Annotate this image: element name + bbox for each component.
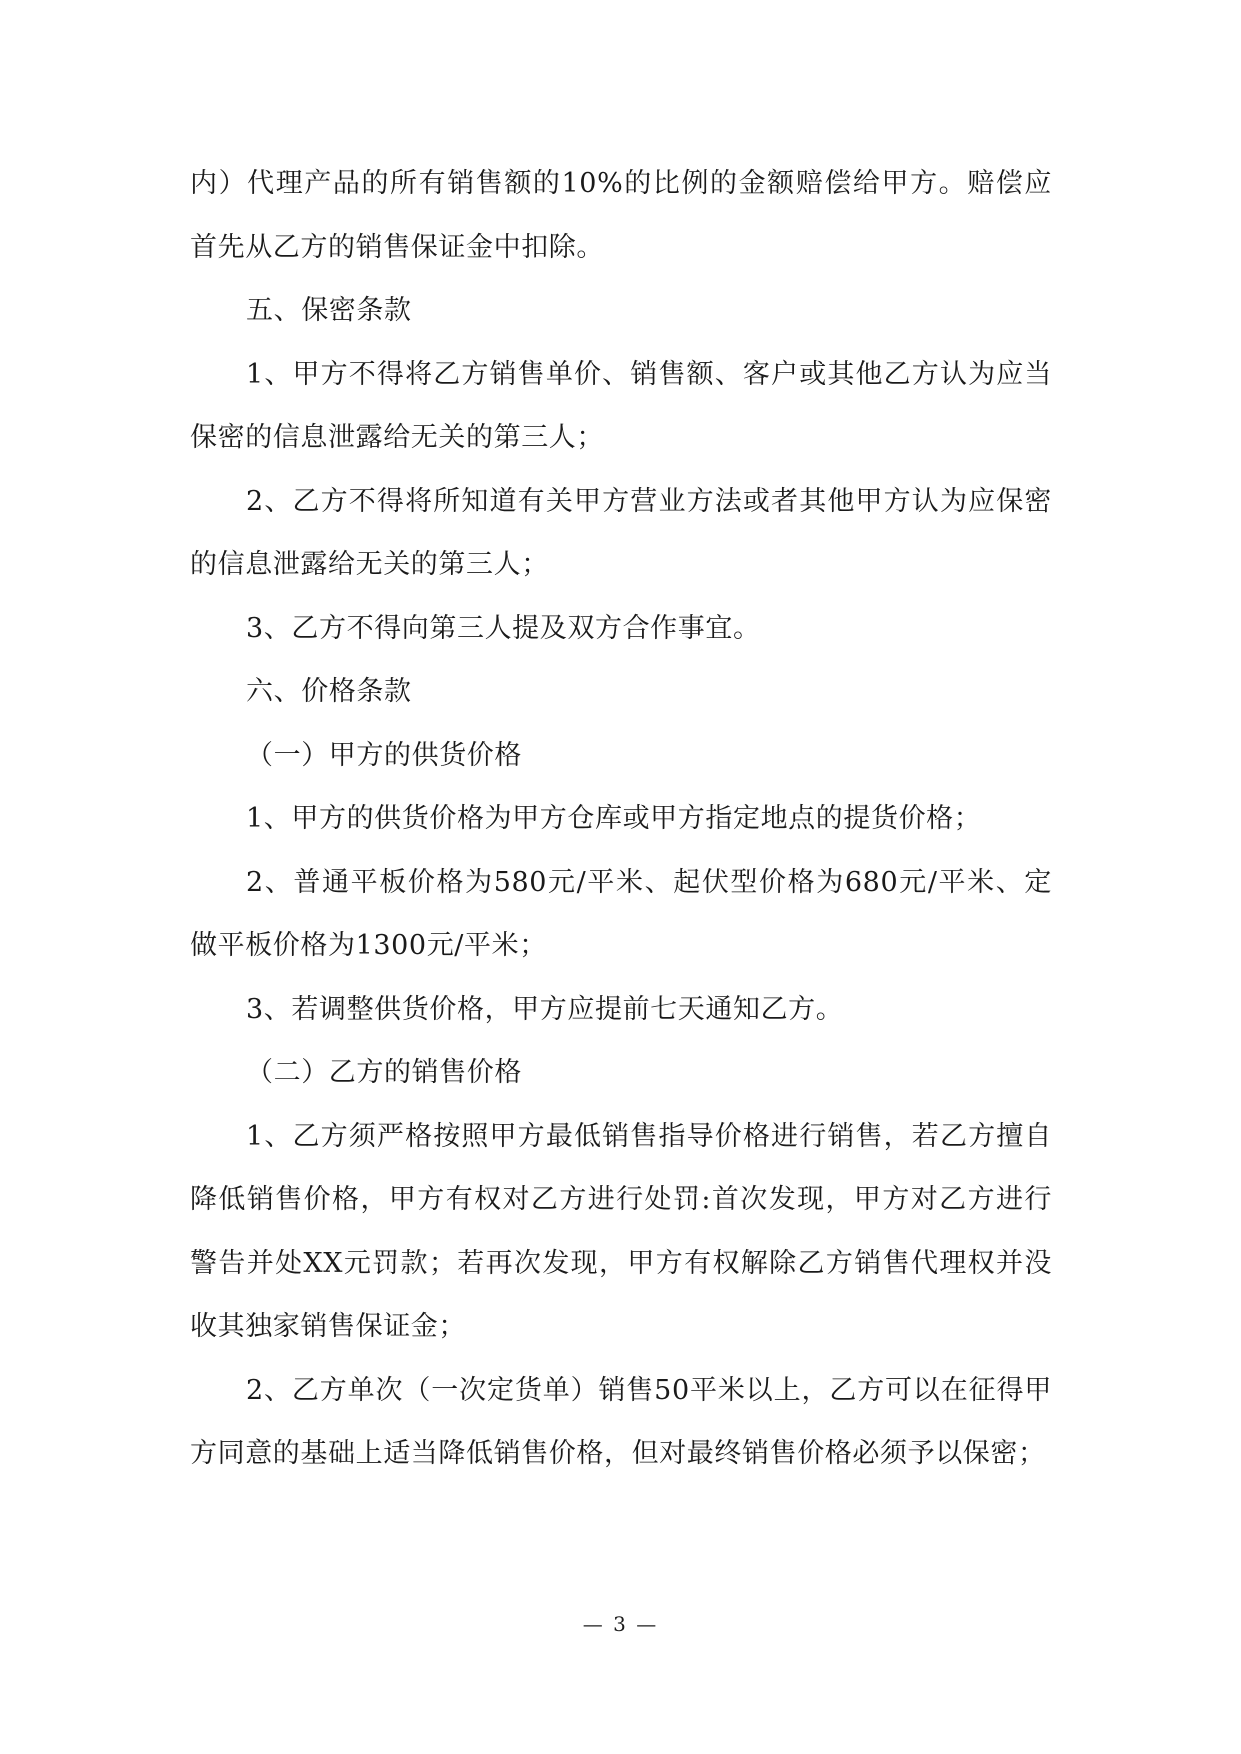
supply-price-clause-2: 2、普通平板价格为580元/平米、起伏型价格为680元/平米、定做平板价格为1300元/平米； [190,866,1052,961]
page-number: — 3 — [582,1612,659,1636]
subsection-heading-sales-price: （二）乙方的销售价格 [246,1057,522,1088]
paragraph-continuation: 内）代理产品的所有销售额的10%的比例的金额赔偿给甲方。赔偿应首先从乙方的销售保证金中扣除。 [190,168,1052,263]
document-body [190,152,1052,1486]
section-heading-confidentiality: 五、保密条款 [246,295,412,326]
sales-price-clause-1: 1、乙方须严格按照甲方最低销售指导价格进行销售，若乙方擅自降低销售价格，甲方有权对乙方进行处罚:首次发现，甲方对乙方进行警告并处XX元罚款；若再次发现，甲方有权解除乙方销售代理权并没收其独家销售保证金； [190,1120,1052,1342]
confidentiality-clause-3: 3、乙方不得向第三人提及双方合作事宜。 [246,612,761,644]
section-heading-pricing: 六、价格条款 [246,676,412,707]
supply-price-clause-3: 3、若调整供货价格，甲方应提前七天通知乙方。 [246,993,844,1025]
confidentiality-clause-2: 2、乙方不得将所知道有关甲方营业方法或者其他甲方认为应保密的信息泄露给无关的第三人； [190,485,1052,580]
confidentiality-clause-1: 1、甲方不得将乙方销售单价、销售额、客户或其他乙方认为应当保密的信息泄露给无关的第三人； [190,358,1052,453]
subsection-heading-supply-price: （一）甲方的供货价格 [246,739,522,771]
supply-price-clause-1: 1、甲方的供货价格为甲方仓库或甲方指定地点的提货价格； [246,803,982,834]
sales-price-clause-2: 2、乙方单次（一次定货单）销售50平米以上，乙方可以在征得甲方同意的基础上适当降低销售价格，但对最终销售价格必须予以保密； [190,1374,1052,1469]
